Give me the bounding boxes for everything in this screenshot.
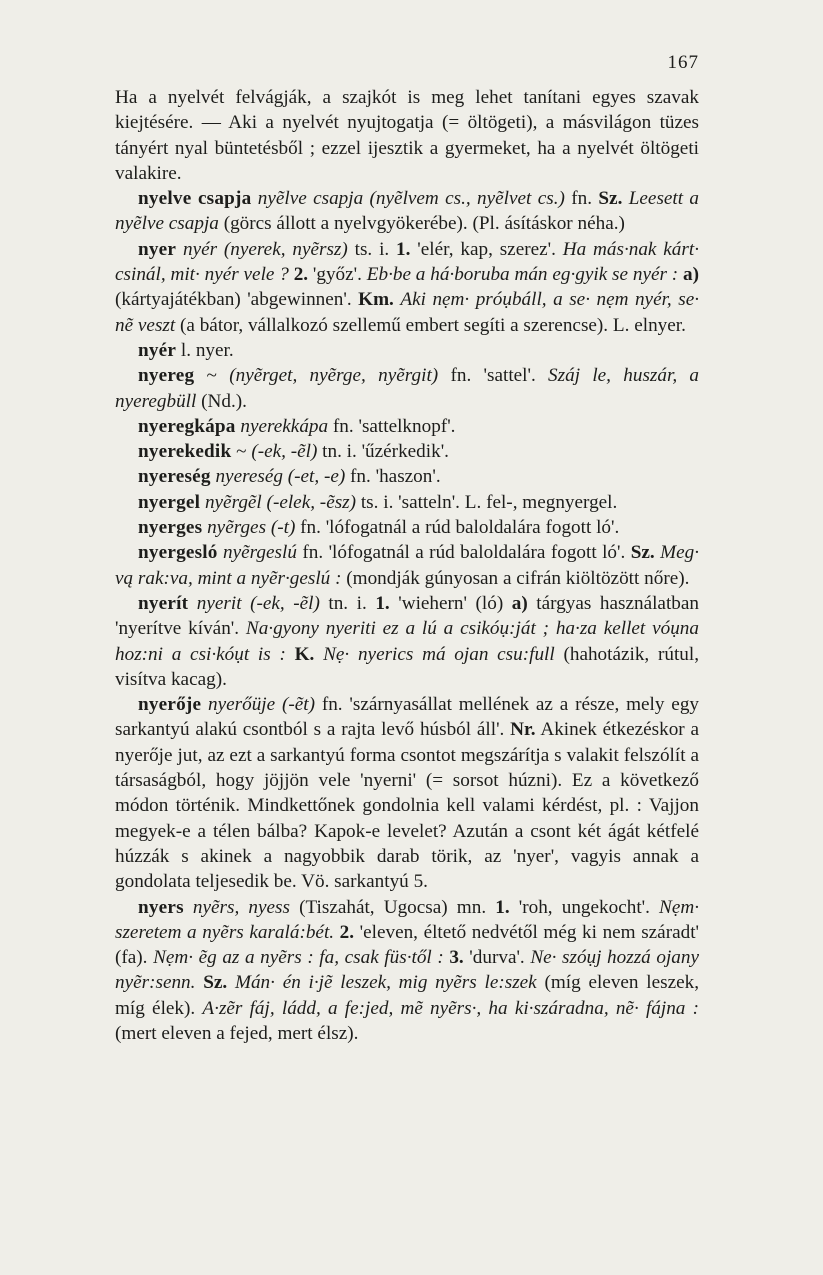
headword: nyers <box>138 896 184 918</box>
headword: nyerges <box>138 517 203 539</box>
entry-text: fn. 'sattel'. <box>438 365 549 387</box>
italic-example: Leesett a nyẽlve csapja <box>115 188 700 235</box>
entry-text: fn. 'sattelknopf'. <box>328 415 456 437</box>
dictionary-entry <box>115 591 699 692</box>
entry-text: (mert eleven a fejed, mert élsz). <box>115 1022 359 1044</box>
entry-text: 'eleven, éltető nedvétől még ki nem száradt' (fa). <box>115 921 699 969</box>
bold-marker: 1. <box>495 896 510 918</box>
italic-example: (nyẽrget, nyẽrge, nyẽrgit) <box>229 365 439 387</box>
italic-example: nyẽrgeslú <box>223 542 297 564</box>
bold-marker: 2. <box>293 264 309 286</box>
headword: nyergel <box>138 491 201 513</box>
headword: nyerít <box>138 592 189 614</box>
entry-text: (Nd.). <box>196 390 247 412</box>
italic-example: nyẽrges (-t) <box>207 517 296 539</box>
italic-example: nyerőüje (-ẽt) <box>208 694 315 716</box>
entry-text <box>184 897 193 918</box>
italic-example: Nẹ· nyerics má ojan csu:full <box>323 643 555 665</box>
entry-text: (hahotázik, rútul, visítva kacag). <box>115 643 700 690</box>
italic-example: Nẹm· ẽg az a nyẽrs : fa, csak füs·től : <box>153 947 444 969</box>
bold-marker: 2. <box>339 921 355 943</box>
italic-example: nyẽrs, nyess <box>192 896 290 918</box>
headword: nyér <box>138 339 177 361</box>
bold-marker: Sz. <box>630 542 655 564</box>
entry-text: 'elér, kap, szerez'. <box>410 238 563 260</box>
entry-text: 'durva'. <box>463 947 531 969</box>
italic-example: Na·gyony nyeriti ez a lú a csikóụ:ját ; ha·za kellet vóụna hoz:ni a csi·kóụt is : <box>115 618 699 665</box>
bold-marker: Nr. <box>510 719 536 741</box>
entry-text: (míg eleven leszek, míg élek). <box>115 972 700 1019</box>
entry-text: fn. 'szárnyasállat mellének az a része, mely egy sarkantyú alakú csontból s a rajta levő húsból áll'. <box>115 694 700 741</box>
entry-text: ~ <box>231 441 252 463</box>
entry-text: (a bátor, vállalkozó szellemű embert segíti a szerencse). L. elnyer. <box>175 314 686 336</box>
entry-text: fn. <box>564 188 599 210</box>
dictionary-entry <box>115 895 699 1047</box>
dictionary-entry <box>115 540 699 591</box>
italic-example: nyereség (-et, -e) <box>215 466 346 488</box>
bold-marker: 1. <box>375 592 390 614</box>
bold-marker: K. <box>294 643 315 665</box>
bold-marker: 3. <box>449 947 464 969</box>
entry-text <box>286 644 295 665</box>
dictionary-entry <box>115 490 699 515</box>
italic-example: Aki nẹm· próụbáll, a se· nẹm nyér, se· nẽ veszt <box>115 289 700 336</box>
entry-text: fn. 'haszon'. <box>345 466 441 488</box>
dictionary-entry <box>115 237 699 338</box>
dictionary-entries <box>115 85 699 1046</box>
dictionary-entry <box>115 414 699 439</box>
entry-text <box>227 972 235 993</box>
italic-example: Száj le, huszár, a nyeregbüll <box>115 365 700 412</box>
dictionary-entry <box>115 363 699 414</box>
italic-example: (-ek, -ẽl) <box>251 441 318 463</box>
bold-marker: Sz. <box>203 972 228 994</box>
entry-text: 'győz'. <box>308 264 367 286</box>
entry-text: (mondják gúnyosan a cifrán kiöltözött nőre). <box>341 567 690 589</box>
headword: nyerője <box>138 694 202 716</box>
continuation-paragraph <box>115 85 699 186</box>
page-number: 167 <box>667 52 699 73</box>
entry-text: tn. i. <box>319 592 376 614</box>
bold-marker: a) <box>511 592 528 614</box>
dictionary-entry <box>115 464 699 489</box>
headword: nyeregkápa <box>138 415 236 437</box>
entry-text: ts. i. 'satteln'. L. fel-, megnyergel. <box>356 491 618 513</box>
entry-text: (görcs állott a nyelvgyökerébe). (Pl. ásításkor néha.) <box>218 213 625 235</box>
dictionary-entry <box>115 439 699 464</box>
bold-marker: a) <box>683 264 700 286</box>
headword: nyergesló <box>138 542 218 564</box>
entry-text: Akinek étkezéskor a nyerője jut, az ezt a sarkantyú forma csontot megszárítja s valakit felszólít a társaságból, hogy jöjjön vele 'nyerni' (= sorsot húzni). Ez a következő módon történik. Mindkettőnek gondolnia kell valami kérdést, pl. : Vajjon megyek-e a télen bálba? Kapok-e levelet? Azután a csont két ágát kétfelé húzzák s akinek a nagyobbik darab törik, az 'nyer', vagyis annak a gondolata teljesedik be. Vö. sarkantyú 5. <box>115 719 699 893</box>
entry-text <box>176 239 183 260</box>
bold-marker: Sz. <box>598 188 623 210</box>
entry-text <box>188 593 197 614</box>
entry-text: Ha a nyelvét felvágják, a szajkót is meg lehet tanítani egyes szavak kiejtésére. — Aki a nyelvét nyujtogatja (= öltögeti), a másvilágon tüzes tányért nyal büntetésből ; ezzel ijesztik a gyermeket, ha a nyelvét öltögeti valakire. <box>115 87 699 184</box>
entry-text <box>201 694 208 715</box>
entry-text: fn. 'lófogatnál a rúd baloldalára fogott ló'. <box>296 542 631 564</box>
italic-example: nyerekkápa <box>240 415 329 437</box>
italic-example: nyẽrgẽl (-elek, -ẽsz) <box>204 491 357 513</box>
italic-example: Mán· én i·jẽ leszek, mig nyẽrs le:szek <box>234 972 537 994</box>
entry-text: 'roh, ungekocht'. <box>509 896 660 918</box>
entry-text: 'wiehern' (ló) <box>389 592 512 614</box>
dictionary-entry <box>115 515 699 540</box>
italic-example: Nẹm· szeretem a nyẽrs karalá:bét. <box>115 896 700 943</box>
entry-text: (Tiszahát, Ugocsa) mn. <box>289 896 496 918</box>
dictionary-entry <box>115 186 699 237</box>
headword: nyer <box>138 238 177 260</box>
dictionary-entry <box>115 692 699 894</box>
headword: nyerekedik <box>138 441 232 463</box>
italic-example: nyerit (-ek, -ẽl) <box>196 592 320 614</box>
dictionary-entry <box>115 338 699 363</box>
entry-text: tárgyas használatban 'nyerítve kíván'. <box>115 592 699 640</box>
bold-marker: 1. <box>396 238 411 260</box>
headword: nyereség <box>138 466 211 488</box>
italic-example: nyér (nyerek, nyẽrsz) <box>182 238 348 260</box>
bold-marker: Km. <box>358 289 394 311</box>
italic-example: Meg· vą rak:va, mint a nyẽr·geslú : <box>115 542 700 589</box>
headword: nyereg <box>138 365 195 387</box>
italic-example: nyẽlve csapja (nyẽlvem cs., nyẽlvet cs.) <box>257 188 565 210</box>
entry-text: tn. i. 'űzérkedik'. <box>317 441 449 463</box>
entry-text <box>314 644 323 665</box>
headword: nyelve csapja <box>138 188 252 210</box>
italic-example: Eb·be a há·boruba mán eg·gyik se nyér : <box>366 264 679 286</box>
entry-text: l. nyer. <box>176 339 234 361</box>
italic-example: A·zẽr fáj, ládd, a fe:jed, mẽ nyẽrs·, ha ki·száradna, nẽ· fájna : <box>202 997 699 1019</box>
italic-example: Ne· szóụj hozzá ojany nyẽr:senn. <box>115 947 699 994</box>
italic-example: Ha más·nak kárt· csinál, mit· nyér vele ? <box>115 238 699 286</box>
entry-text: fn. 'lófogatnál a rúd baloldalára fogott ló'. <box>295 517 620 539</box>
entry-text: (kártyajátékban) 'abgewinnen'. <box>115 289 359 311</box>
entry-text: ts. i. <box>347 238 397 260</box>
entry-text: ~ <box>194 365 230 387</box>
